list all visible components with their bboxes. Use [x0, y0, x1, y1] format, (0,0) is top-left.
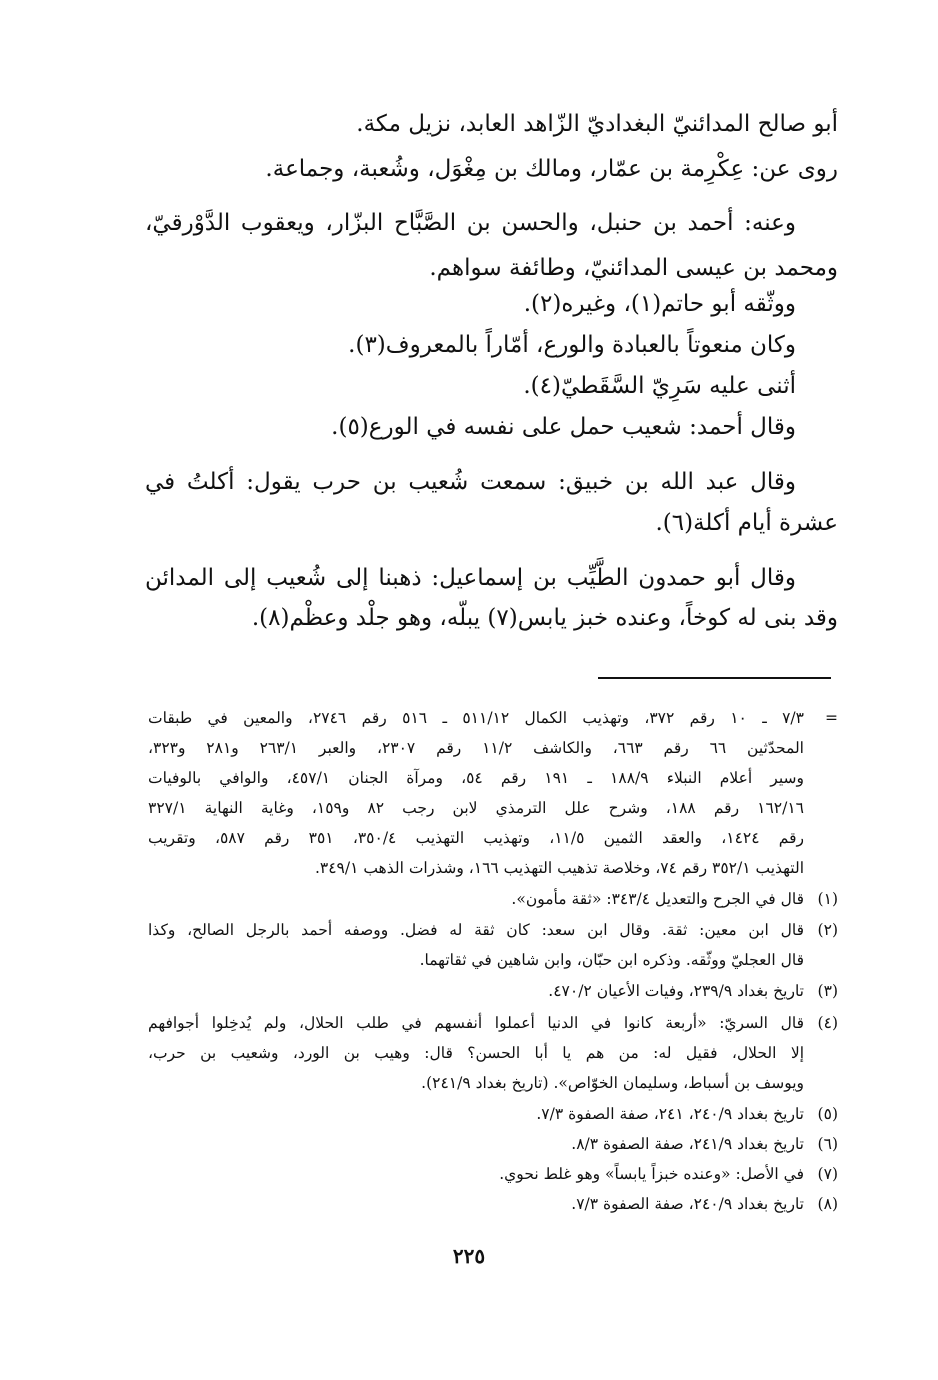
- continuation-marker: =: [825, 709, 838, 727]
- footnote-text: في الأصل: «وعنده خبزاً يابساً» وهو غلط نحوي.: [499, 1165, 804, 1183]
- main-line: وقال عبد الله بن خبيق: سمعت شُعيب بن حرب يقول: أكلتُ في: [145, 469, 796, 495]
- main-line: وعنه: أحمد بن حنبل، والحسن بن الصَّبَّاح البزّار، ويعقوب الدَّوْرقيّ،: [145, 210, 796, 236]
- footnote-text: تاريخ بغداد ٢٣٩/٩، وفيات الأعيان ٤٧٠/٢.: [548, 982, 804, 1000]
- main-line: وكان منعوتاً بالعبادة والورع، أمّاراً بالمعروف(٣).: [348, 332, 796, 358]
- footnote-text: تاريخ بغداد ٢٤٠/٩، صفة الصفوة ٧/٣.: [571, 1195, 804, 1213]
- footnote-text: قال في الجرح والتعديل ٣٤٣/٤: «ثقة مأمون».: [511, 890, 804, 908]
- footnote-separator: [598, 677, 831, 679]
- footnote-number: (٥): [817, 1105, 838, 1123]
- main-line: روى عن: عِكْرِمة بن عمّار، ومالك بن مِغْوَل، وشُعبة، وجماعة.: [265, 156, 838, 182]
- footnote-text: قال ابن معين: ثقة. وقال ابن سعد: كان ثقة له فضل. ووصفه أحمد بالرجل الصالح، وكذا: [148, 921, 804, 939]
- main-line: أبو صالح المدائنيّ البغداديّ الزّاهد العابد، نزيل مكة.: [356, 111, 838, 137]
- main-line: عشرة أيام أكلة(٦).: [655, 510, 838, 536]
- main-line: وقد بنى له كوخاً، وعنده خبز يابس(٧) يبلّه، وهو جلْد وعظْم(٨).: [251, 605, 838, 631]
- footnote-number: (٧): [817, 1165, 838, 1183]
- footnote-number: (٢): [817, 921, 838, 939]
- footnote-text: قال السريّ: «أربعة كانوا في الدنيا أعملوا أنفسهم في طلب الحلال، ولم يُدخِلوا أجوافهم: [148, 1014, 804, 1032]
- footnote-text: تاريخ بغداد ٢٤٠/٩، ٢٤١، صفة الصفوة ٧/٣.: [536, 1105, 804, 1123]
- footnote-number: (٨): [817, 1195, 838, 1213]
- footnote-text: ٧/٣ ـ ١٠ رقم ٣٧٢، وتهذيب الكمال ٥١١/١٢ ـ ٥١٦ رقم ٢٧٤٦، والمعين في طبقات: [148, 709, 804, 727]
- footnote-text: إلا الحلال، فقيل له: من هم يا أبا الحسن؟ قال: وهيب بن الورد، وشعيب بن حرب،: [148, 1044, 804, 1062]
- footnote-text: ويوسف بن أسباط، وسليمان الخوّاص». (تاريخ بغداد ٢٤١/٩).: [421, 1074, 804, 1092]
- footnote-text: المحدّثين ٦٦ رقم ٦٦٣، والكاشف ١١/٢ رقم ٢٣٠٧، والعبر ٢٦٣/١ و٢٨١ و٣٢٣،: [148, 739, 804, 757]
- main-line: وقال أحمد: شعيب حمل على نفسه في الورع(٥).: [331, 414, 796, 440]
- footnote-text: رقم ١٤٢٤، والعقد الثمين ١١/٥، وتهذيب التهذيب ٣٥٠/٤، ٣٥١ رقم ٥٨٧، وتقريب: [148, 829, 805, 847]
- footnote-number: (٤): [817, 1014, 838, 1032]
- main-line: ووثّقه أبو حاتم(١)، وغيره(٢).: [523, 291, 796, 317]
- footnote-text: تاريخ بغداد ٢٤١/٩، صفة الصفوة ٨/٣.: [571, 1135, 804, 1153]
- footnote-number: (٣): [817, 982, 838, 1000]
- main-line: وقال أبو حمدون الطَّيِّب بن إسماعيل: ذهبنا إلى شُعيب إلى المدائن: [145, 565, 796, 591]
- main-line: ومحمد بن عيسى المدائنيّ، وطائفة سواهم.: [429, 255, 838, 281]
- footnote-text: ١٦٢/١٦ رقم ١٨٨، وشرح علل الترمذي لابن رجب ٨٢ و١٥٩، وغاية النهاية ٣٢٧/١: [148, 799, 804, 817]
- footnote-number: (٦): [817, 1135, 838, 1153]
- page-number: ٢٢٥: [452, 1244, 486, 1268]
- footnote-number: (١): [817, 890, 838, 908]
- footnote-text: التهذيب ٣٥٢/١ رقم ٧٤، وخلاصة تذهيب التهذيب ١٦٦، وشذرات الذهب ٣٤٩/١.: [314, 859, 804, 877]
- footnote-text: قال العجليّ ووثّقه. وذكره ابن حبّان، وابن شاهين في ثقاتهما.: [419, 951, 804, 969]
- footnote-text: وسير أعلام النبلاء ١٨٨/٩ ـ ١٩١ رقم ٥٤، ومرآة الجنان ٤٥٧/١، والوافي بالوفيات: [148, 769, 804, 787]
- main-line: أثنى عليه سَرِيّ السَّقَطيّ(٤).: [523, 373, 796, 399]
